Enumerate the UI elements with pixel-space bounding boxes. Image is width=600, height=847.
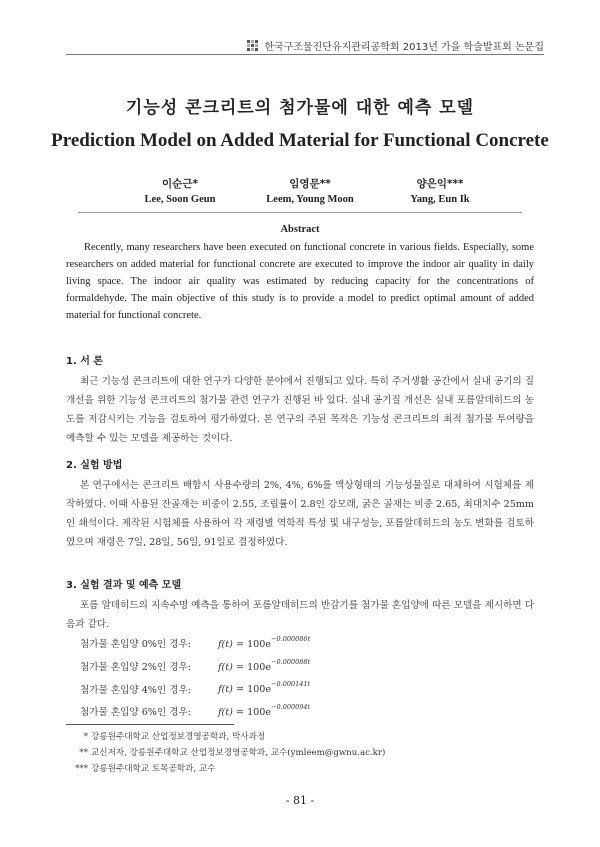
header-logo-icon (247, 40, 258, 51)
formula-coefficient: 100e (247, 661, 272, 673)
author-divider (78, 212, 522, 213)
journal-title: 한국구조물진단유지관리공학회 2013년 가을 학술발표회 논문집 (264, 42, 544, 53)
formula-exponent: −0.000141t (271, 680, 311, 689)
formula-expression (218, 632, 310, 655)
abstract-heading: Abstract (280, 224, 320, 235)
formula-exponent: −0.000086t (271, 635, 311, 643)
formula-label: 첨가물 혼입양 0%인 경우: (80, 639, 192, 651)
formula-lhs: f(t) (218, 684, 233, 696)
formula-equals: = (235, 684, 245, 696)
section-1-title: 1. 서 론 (66, 356, 104, 367)
section-3-title: 3. 실험 결과 및 예측 모델 (66, 580, 182, 591)
formula-row (80, 632, 310, 655)
footnote-text: 강릉원주대학교 산업정보경영공학과, 박사과정 (91, 732, 266, 742)
formula-label: 첨가물 혼입양 6%인 경우: (80, 707, 192, 719)
footnote-text: 교신저자, 강릉원주대학교 산업정보경영공학과, 교수(ymleem@gwnu.ac.kr) (91, 748, 386, 758)
footnote (66, 729, 385, 745)
footnote-mark: * (83, 732, 88, 742)
section-2-body (66, 476, 534, 552)
author-name-english: Lee, Soon Geun (144, 194, 216, 205)
formula-expression (218, 700, 310, 723)
paper-title-korean: 기능성 콘크리트의 첨가물에 대한 예측 모델 (125, 98, 475, 118)
formula-equals: = (235, 661, 245, 673)
footnote-text: 강릉원주대학교 토목공학과, 교수 (91, 764, 216, 774)
author-name-english: Yang, Eun Ik (410, 194, 470, 205)
author-list (120, 176, 500, 205)
footnotes (66, 729, 385, 777)
formula-exponent: −0.000094t (271, 703, 311, 712)
formula-expression (218, 677, 310, 700)
formula-label: 첨가물 혼입양 2%인 경우: (80, 661, 192, 673)
footnote-divider (66, 724, 234, 725)
formula-lhs: f(t) (218, 661, 233, 673)
formula-equals: = (235, 707, 245, 719)
footnote-mark: ** (79, 748, 88, 758)
formula-label: 첨가물 혼입양 4%인 경우: (80, 684, 192, 696)
running-header (247, 38, 544, 53)
footnote (66, 761, 385, 777)
formula-coefficient: 100e (247, 639, 272, 651)
author-1 (120, 176, 240, 205)
paper-title-english: Prediction Model on Added Material for Functional Concrete (51, 130, 549, 151)
author-2 (250, 176, 370, 205)
footnote (66, 745, 385, 761)
author-name-korean: 이순근* (162, 178, 198, 190)
abstract-body (66, 239, 534, 324)
formula-expression (218, 655, 310, 678)
section-2-title: 2. 실험 방법 (66, 460, 123, 471)
section-1-text: 최근 기능성 콘크리트에 대한 연구가 다양한 분야에서 진행되고 있다. 특히 주거생활 공간에서 실내 공기의 질 개선을 위한 기능성 콘크리트의 첨가물 관련 연구가 진행된 바 있다. 실내 공기질 개선은 실내 포름알데히드의 농도를 저감시키는 기능을 검토하여 평가하였다. 본 연구의 주된 목적은 기능성 콘크리트의 최적 첨가물 투여량을 예측할 수 있는 모델을 제공하는 것이다. (66, 376, 534, 444)
author-3 (380, 176, 500, 205)
formula-exponent: −0.000088t (271, 657, 311, 666)
section-3-body (66, 596, 534, 634)
formula-lhs: f(t) (218, 639, 233, 651)
formula-coefficient: 100e (247, 707, 272, 719)
formula-equals: = (235, 639, 245, 651)
formula-coefficient: 100e (247, 684, 272, 696)
author-name-korean: 임영문** (289, 178, 331, 190)
section-1-body (66, 372, 534, 448)
author-name-english: Leem, Young Moon (266, 194, 354, 205)
formula-row (80, 677, 310, 700)
footnote-mark: *** (75, 764, 88, 774)
page-number: - 81 - (285, 794, 315, 807)
abstract-text: Recently, many researchers have been executed on functional concrete in various fields. Especially, some researchers on added material for functional concrete are executed to improve the indoor air quality in daily living space. The indoor air quality was estimated by reducing capacity for the concentrations of formaldehyde. The main objective of this study is to provide a model to predict optimal amount of added material for functional concrete. (66, 242, 534, 321)
section-2-text: 본 연구에서는 콘크리트 배합시 사용수량의 2%, 4%, 6%를 액상형태의 기능성물질로 대체하여 시험체를 제작하였다. 이때 사용된 잔골재는 비중이 2.55, 조립률이 2.8인 강모래, 굵은 골재는 비중 2.65, 최대치수 25mm인 쇄석이다. 제작된 시험체를 사용하여 각 재령별 역학적 특성 및 내구성능, 포름알데히드의 농도 변화를 검토하였으며 재령은 7일, 28일, 56일, 91일로 결정하였다. (66, 480, 534, 548)
formula-lhs: f(t) (218, 707, 233, 719)
formula-row (80, 655, 310, 678)
section-3-text: 포름 알데히드의 지속수명 예측을 통하여 포름알데히드의 반감기를 첨가물 혼입양에 따른 모델을 제시하면 다음과 같다. (66, 600, 534, 630)
header-divider (66, 54, 544, 55)
author-name-korean: 양은익*** (416, 178, 464, 190)
formula-row (80, 700, 310, 723)
model-formulas (80, 632, 310, 723)
